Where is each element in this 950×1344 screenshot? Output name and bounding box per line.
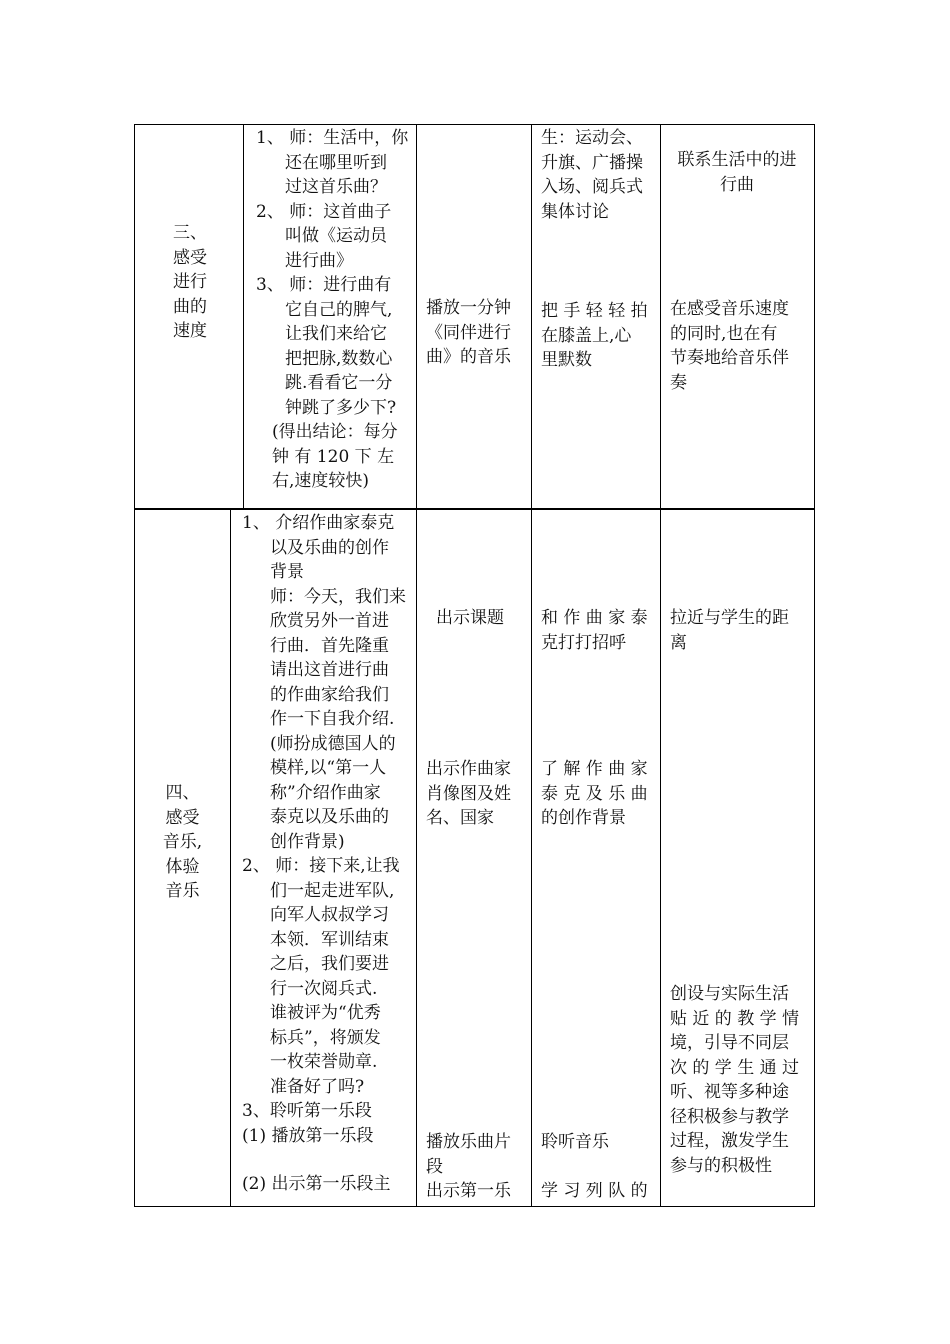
purpose-row1-bottom [670,297,789,395]
purpose-line: 离 [670,632,687,653]
stage-line: 进行 [173,272,207,292]
student-activity-row2-a [541,606,648,655]
teacher-line: (师扮成德国人的 [270,733,396,754]
student-activity-row2-c [541,1130,648,1203]
table-border-left [134,124,135,1207]
purpose-line: 径积极参与教学 [670,1106,789,1127]
teacher-line: 标兵”，将颁发 [270,1027,381,1048]
teacher-line: (2) 出示第一乐段主 [242,1174,391,1194]
teacher-line: 2、 师：这首曲子 [256,201,392,222]
teacher-line: 行曲．首先隆重 [270,635,389,656]
purpose-row1-top [664,148,810,197]
teacher-line: 进行曲》 [285,250,353,271]
media-cell-row2-c [426,1130,511,1204]
col-divider-stage-row1 [243,124,244,509]
teacher-line: 把把脉,数数心 [285,348,393,369]
teacher-line: 向军人叔叔学习 [270,905,389,925]
student-activity-row1-bottom [541,299,648,373]
student-line: 的创作背景 [541,808,626,828]
media-line: 曲》的音乐 [426,347,511,367]
teacher-line: 2、 师：接下来,让我 [242,856,400,876]
teacher-line: 行一次阅兵式. [270,978,378,999]
teacher-line: 欣赏另外一首进 [270,611,389,631]
teacher-line: (得出结论：每分 [272,422,398,442]
teacher-line: 本领．军训结束 [270,929,389,950]
stage-line: 音乐 [165,881,200,901]
student-activity-row2-b [541,757,648,831]
teacher-line: 它自己的脾气, [285,299,393,320]
stage-line: 音乐, [162,832,203,852]
media-cell-row2-a [436,606,504,631]
teacher-line: 作一下自我介绍. [270,709,395,729]
stage-line: 感受 [173,247,207,268]
stage-line: 速度 [173,321,207,341]
teacher-line: 们一起走进军队, [270,880,395,901]
teacher-line: 过这首乐曲？ [285,177,387,197]
teacher-line: 跳.看看它一分 [285,373,393,393]
media-line: 出示课题 [436,608,504,628]
col-divider-media [531,124,532,1207]
student-line: 里默数 [541,350,592,370]
teacher-line: 钟 有 120 下 左 [272,446,395,467]
student-line: 和 作 曲 家 泰 [541,608,648,628]
teacher-line: 准备好了吗? [270,1076,365,1097]
teacher-line: 钟跳了多少下? [285,397,397,418]
purpose-line: 创设与实际生活 [670,984,789,1004]
teacher-line: 称”介绍作曲家 [270,782,381,803]
media-line: 《同伴进行 [426,322,511,343]
purpose-line: 听、视等多种途 [670,1082,789,1102]
student-line: 在膝盖上,心 [541,325,632,346]
purpose-row2-a [670,606,789,655]
media-line: 播放乐曲片 [426,1132,511,1152]
purpose-line: 拉近与学生的距 [670,608,789,628]
media-line: 出示第一乐 [426,1181,511,1201]
student-line: 生：运动会、 [541,128,643,148]
media-cell-row2-b [426,757,511,831]
purpose-line: 贴 近 的 教 学 情 [670,1008,800,1029]
col-divider-teacher [416,124,417,1207]
student-line: 集体讨论 [541,201,609,222]
teacher-activity-row2 [238,511,406,1197]
stage-cell-row2 [140,781,225,904]
teacher-line: 的作曲家给我们 [270,684,389,705]
teacher-line: 泰克以及乐曲的 [270,807,389,827]
teacher-line: 3、 师：进行曲有 [256,275,392,295]
purpose-line: 过程，激发学生 [670,1131,789,1151]
teacher-line: 师：今天，我们来 [270,586,406,607]
media-line: 出示作曲家 [426,759,511,779]
media-cell-row1 [426,296,511,370]
student-line: 泰 克 及 乐 曲 [541,783,648,804]
teacher-line: 右,速度较快) [272,471,370,491]
purpose-line: 联系生活中的进 [677,150,797,170]
purpose-row2-b [670,982,799,1178]
media-line: 肖像图及姓 [426,783,511,804]
table-border-right [814,124,815,1207]
teacher-line: 创作背景) [270,831,345,852]
teacher-line: 还在哪里听到 [285,152,387,173]
student-line: 入场、阅兵式 [541,177,643,197]
teacher-line: 3、聆听第一乐段 [242,1101,372,1121]
teacher-line: 叫做《运动员 [285,226,387,246]
purpose-line: 行曲 [720,174,754,195]
col-divider-stage-row2 [230,509,231,1207]
stage-cell-row1 [150,221,230,344]
table-row-divider [134,508,815,510]
table-border-bottom [134,1206,815,1207]
teacher-line: 以及乐曲的创作 [270,537,389,558]
purpose-line: 次 的 学 生 通 过 [670,1057,800,1078]
student-line: 了 解 作 曲 家 [541,759,648,779]
stage-line: 曲的 [173,296,207,317]
student-line: 升旗、广播操 [541,152,643,173]
teacher-activity-row1 [250,126,408,494]
teacher-line: 背景 [270,562,304,582]
student-line: 聆听音乐 [541,1132,609,1152]
student-line: 学 习 列 队 的 [541,1180,648,1201]
teacher-line: 请出这首进行曲 [270,660,389,680]
stage-line: 四、 [165,783,200,803]
teacher-line: 1、 师：生活中，你 [256,128,409,148]
purpose-line: 参与的积极性 [670,1155,772,1176]
teacher-line: (1) 播放第一乐段 [242,1125,374,1146]
media-line: 播放一分钟 [426,298,511,318]
stage-line: 体验 [165,856,200,877]
stage-line: 感受 [165,807,200,828]
student-line: 把 手 轻 轻 拍 [541,301,648,321]
student-line: 克打打招呼 [541,632,626,653]
teacher-line: 一枚荣誉勋章. [270,1052,378,1072]
student-activity-row1-top [541,126,643,224]
teacher-line: 之后，我们要进 [270,954,389,974]
teacher-line: 模样,以“第一人 [270,758,387,778]
media-line: 段 [426,1156,443,1177]
media-line: 名、国家 [426,808,494,828]
teacher-line: 1、 介绍作曲家泰克 [242,513,395,533]
purpose-line: 的同时,也在有 [670,323,778,344]
purpose-line: 在感受音乐速度 [670,299,789,319]
purpose-line: 境，引导不同层 [670,1033,789,1053]
stage-line: 三、 [173,223,207,243]
teacher-line: 谁被评为“优秀 [270,1003,381,1023]
teacher-line: 让我们来给它 [285,324,387,344]
purpose-line: 奏 [670,372,687,393]
table-border-top [134,124,815,125]
purpose-line: 节奏地给音乐伴 [670,348,789,368]
col-divider-student [660,124,661,1207]
